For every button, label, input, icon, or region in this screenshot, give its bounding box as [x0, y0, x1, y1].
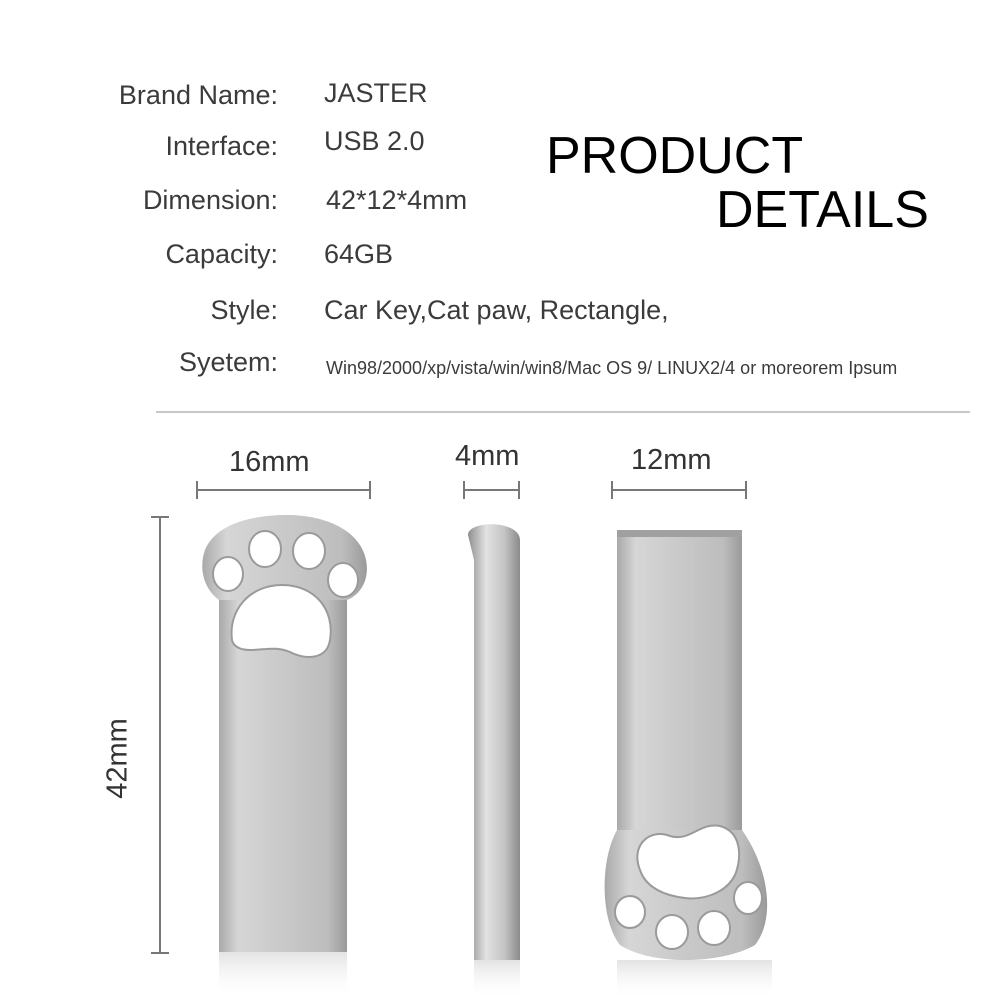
- height-dimension-line: [151, 517, 169, 953]
- system-label: Syetem:: [178, 347, 278, 377]
- toe-hole-3: [293, 533, 325, 569]
- side-view-drive: [468, 524, 520, 1000]
- toe-hole-4: [328, 563, 358, 597]
- title-line-1: PRODUCT: [546, 127, 804, 185]
- interface-value: USB 2.0: [324, 126, 425, 156]
- dimension-value: 42*12*4mm: [326, 185, 468, 215]
- capacity-value: 64GB: [324, 239, 394, 269]
- toe-hole-2: [249, 531, 281, 567]
- back-toe-hole-4: [734, 882, 762, 914]
- back-toe-hole-2: [656, 915, 688, 949]
- interface-label: Interface:: [165, 131, 278, 161]
- height-label: 42mm: [101, 718, 134, 799]
- capacity-label: Capacity:: [165, 239, 278, 269]
- dimension-label: Dimension:: [142, 185, 278, 215]
- style-label: Style:: [210, 295, 278, 325]
- back-pad-hole: [637, 825, 739, 898]
- system-value: Win98/2000/xp/vista/win/win8/Mac OS 9/ LINUX2/4 or moreorem Ipsum: [326, 358, 898, 378]
- thickness-label: 4mm: [455, 440, 520, 472]
- back-width-dimension-line: [612, 481, 746, 499]
- back-toe-hole-1: [615, 896, 645, 928]
- brand-name-label: Brand Name:: [118, 80, 278, 110]
- toe-hole-1: [213, 557, 243, 591]
- back-paw-drive: [605, 530, 772, 1000]
- front-width-dimension-line: [197, 481, 370, 499]
- back-width-label: 12mm: [631, 444, 712, 476]
- thickness-dimension-line: [464, 481, 519, 499]
- front-width-label: 16mm: [229, 446, 310, 478]
- style-value: Car Key,Cat paw, Rectangle,: [324, 295, 669, 325]
- title-line-2: DETAILS: [716, 181, 929, 239]
- front-paw-drive: [202, 515, 367, 1000]
- brand-name-value: JASTER: [324, 78, 428, 108]
- back-toe-hole-3: [698, 911, 730, 945]
